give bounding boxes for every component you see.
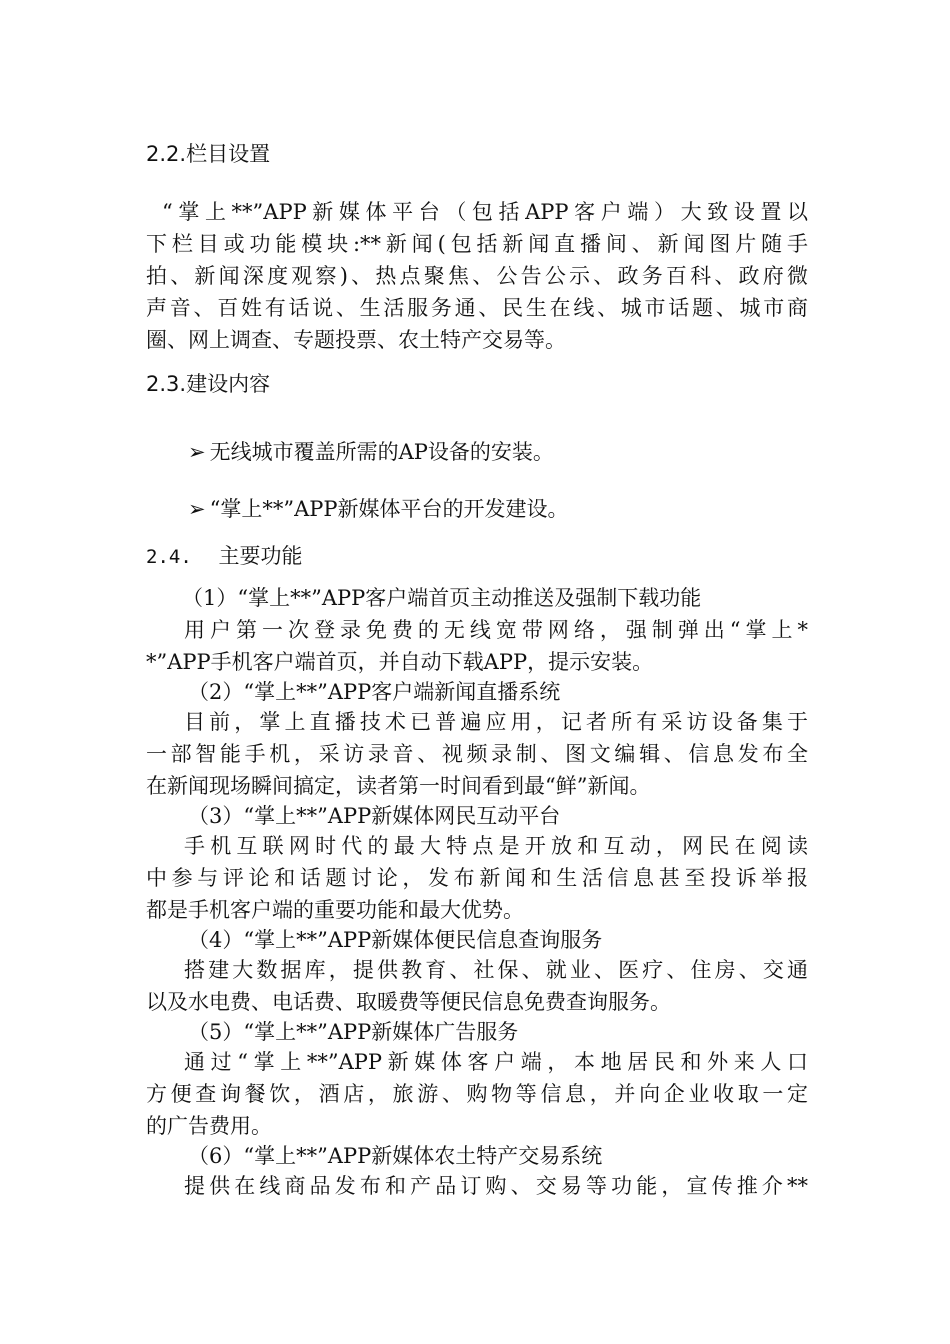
text-line: *”APP手机客户端首页，并自动下载APP，提示安装。 [146,650,654,674]
text-line: 圈、网上调查、专题投票、农土特产交易等。 [146,328,566,352]
function-body [146,706,808,802]
text-line: 下栏目或功能模块:**新闻(包括新闻直播间、新闻图片随手 [146,232,808,256]
text-line: 以及水电费、电话费、取暖费等便民信息免费查询服务。 [146,990,671,1014]
heading-2-2: 2.2.栏目设置 [146,142,271,166]
text-line: 的广告费用。 [146,1114,272,1138]
document-page [146,0,808,1344]
function-title: （6）“掌上**”APP新媒体农土特产交易系统 [188,1144,603,1168]
text-line: 用户第一次登录免费的无线宽带网络，强制弹出“掌上* [184,618,808,642]
function-body [146,830,808,926]
paragraph-column-settings [146,196,808,356]
function-body [146,1046,808,1142]
function-body [146,1170,808,1202]
text-line: 拍、新闻深度观察)、热点聚焦、公告公示、政务百科、政府微 [146,264,808,288]
heading-2-3: 2.3.建设内容 [146,372,271,396]
text-line: 都是手机客户端的重要功能和最大优势。 [146,898,524,922]
text-line: 一部智能手机，采访录音、视频录制、图文编辑、信息发布全 [146,742,808,766]
text-line: 声音、百姓有话说、生活服务通、民生在线、城市话题、城市商 [146,296,808,320]
function-title: （1）“掌上**”APP客户端首页主动推送及强制下载功能 [182,586,702,610]
function-title: （5）“掌上**”APP新媒体广告服务 [188,1020,519,1044]
function-title: （4）“掌上**”APP新媒体便民信息查询服务 [188,928,603,952]
heading-2-4 [146,540,302,570]
function-title: （2）“掌上**”APP客户端新闻直播系统 [188,680,561,704]
function-title: （3）“掌上**”APP新媒体网民互动平台 [188,804,561,828]
text-line: 手机互联网时代的最大特点是开放和互动，网民在阅读 [184,834,808,858]
text-line: 在新闻现场瞬间搞定，读者第一时间看到最“鲜”新闻。 [146,774,651,798]
text-line: 通过“掌上**”APP新媒体客户端，本地居民和外来人口 [184,1050,808,1074]
arrow-bullet-icon: ➢ [188,440,206,464]
bullet-item [188,436,554,466]
bullet-text: “掌上**”APP新媒体平台的开发建设。 [209,497,569,521]
text-line: 方便查询餐饮，酒店，旅游、购物等信息，并向企业收取一定 [146,1082,808,1106]
bullet-text: 无线城市覆盖所需的AP设备的安装。 [209,440,554,464]
heading-number: 2.4. [146,546,192,568]
function-body [146,954,808,1018]
bullet-item [188,493,569,523]
text-line: 提供在线商品发布和产品订购、交易等功能，宣传推介** [184,1174,808,1198]
text-line: 目前，掌上直播技术已普遍应用，记者所有采访设备集于 [184,710,808,734]
text-line: “掌上**”APP新媒体平台（包括APP客户端）大致设置以 [162,200,808,224]
arrow-bullet-icon: ➢ [188,497,206,521]
function-body [146,614,808,678]
text-line: 搭建大数据库，提供教育、社保、就业、医疗、住房、交通 [184,958,808,982]
heading-title: 主要功能 [218,544,303,568]
text-line: 中参与评论和话题讨论，发布新闻和生活信息甚至投诉举报 [146,866,808,890]
